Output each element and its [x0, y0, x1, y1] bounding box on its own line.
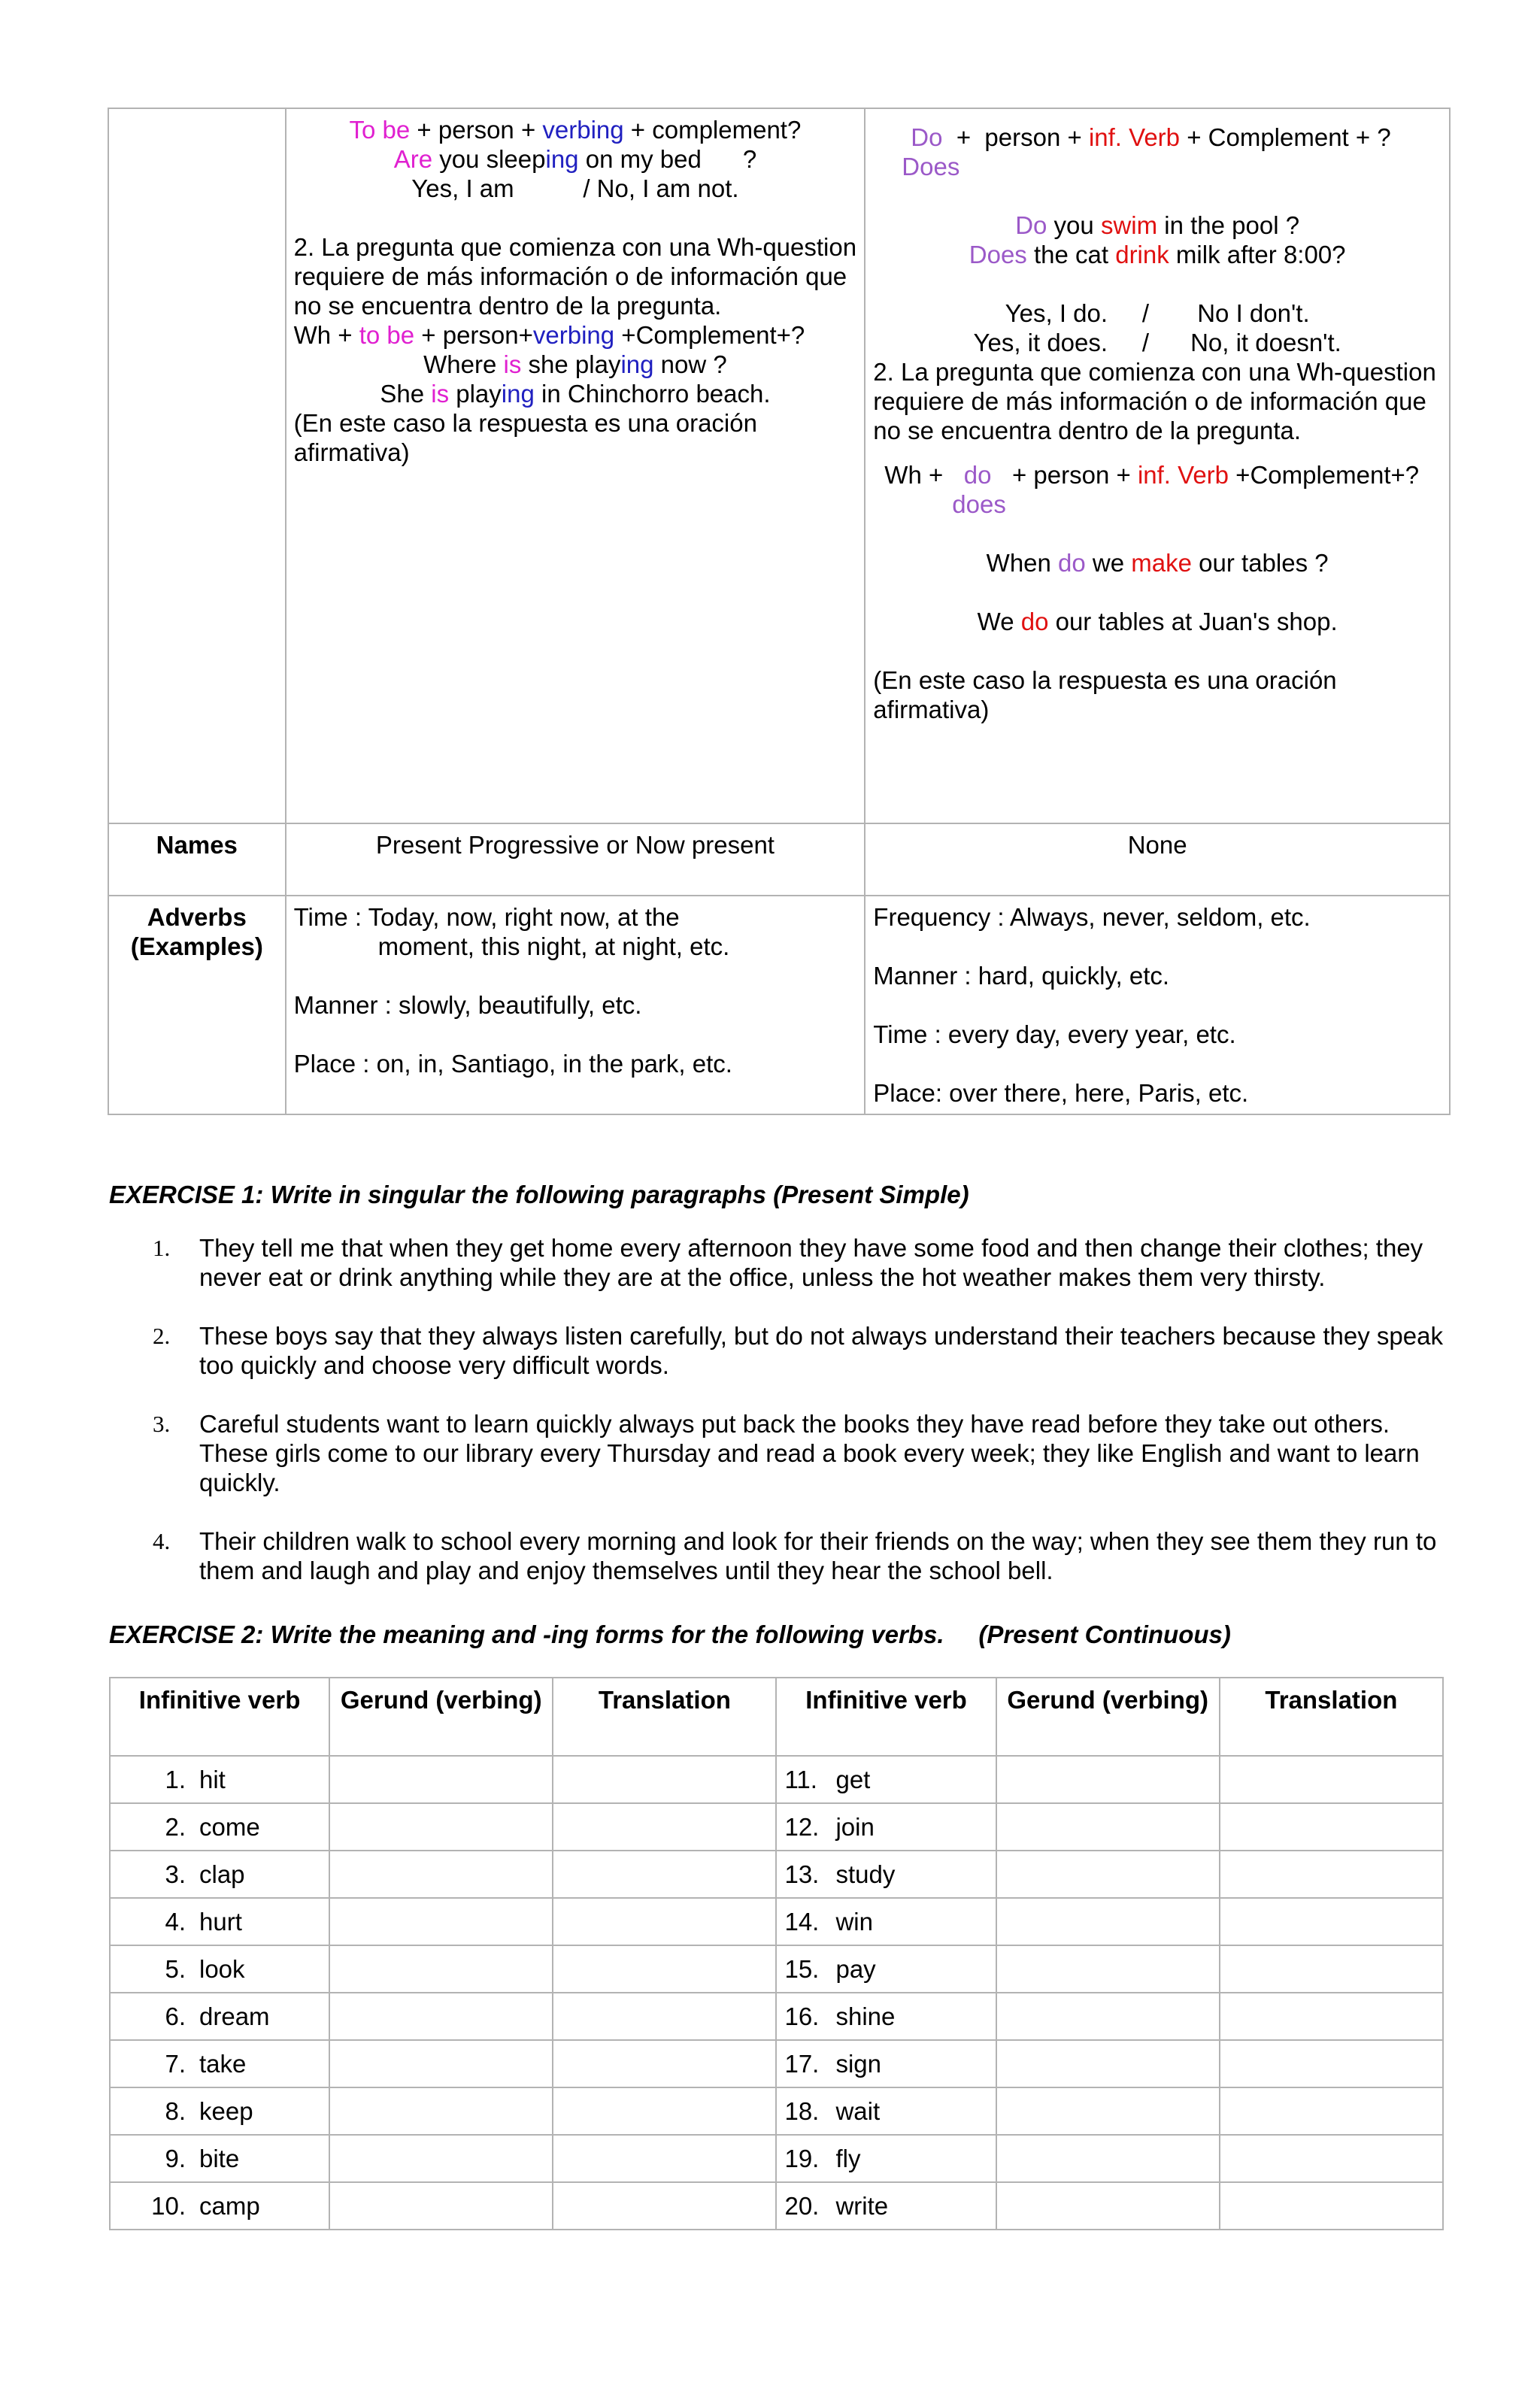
verb-cell [776, 2135, 996, 2182]
verb-row [110, 1945, 1443, 1993]
verb-word: write [835, 2191, 889, 2220]
adverbs-progressive: Time : Today, now, right now, at the moment, this night, at night, etc. Manner : slowly, beautifully, etc. Place : on, in, Santiago, in the park, etc. [286, 896, 865, 1114]
verb-cell [110, 2182, 329, 2230]
exercise1-title: EXERCISE 1: Write in singular the following paragraphs (Present Simple) [109, 1181, 969, 1208]
gerund-answer-cell[interactable] [996, 1756, 1220, 1803]
translation-answer-cell[interactable] [1220, 1945, 1443, 1993]
verb-word: camp [199, 2191, 260, 2220]
verb-number: 10. [151, 2191, 186, 2220]
verb-cell [110, 1945, 329, 1993]
adverbs-progressive-manner: Manner : slowly, beautifully, etc. [293, 991, 642, 1019]
exercise1-item-text: These boys say that they always listen carefully, but do not always understand their teachers because they speak too quickly and choose very difficult words. [199, 1322, 1443, 1379]
verb-number: 5. [165, 1954, 186, 1983]
translation-answer-cell[interactable] [1220, 2182, 1443, 2230]
names-simple: None [865, 823, 1450, 896]
verb-number: 19. [784, 2144, 820, 2172]
exercise1-item-number: 2. [153, 1323, 171, 1349]
verb-number: 1. [165, 1765, 186, 1793]
simple-formula-does: Does [902, 153, 960, 180]
gerund-answer-cell[interactable] [329, 2040, 553, 2087]
verb-row [110, 1993, 1443, 2040]
verb-number: 6. [165, 2002, 186, 2030]
adverbs-simple-manner: Manner : hard, quickly, etc. [873, 962, 1170, 990]
verb-cell [776, 1803, 996, 1851]
gerund-answer-cell[interactable] [996, 2087, 1220, 2135]
verb-row [110, 1851, 1443, 1898]
verb-cell [110, 1803, 329, 1851]
names-label: Names [108, 823, 286, 896]
header-gerund-right: Gerund (verbing) [996, 1678, 1220, 1756]
exercise1-item-text: Their children walk to school every morning and look for their friends on the way; when they see them they run to them and laugh and play and enjoy themselves until they hear the school bell. [199, 1527, 1437, 1584]
exercise1-item [109, 1233, 1448, 1292]
verb-cell [776, 1851, 996, 1898]
header-translation-left: Translation [553, 1678, 776, 1756]
verb-number: 7. [165, 2049, 186, 2078]
gerund-answer-cell[interactable] [329, 2182, 553, 2230]
grammar-table [108, 108, 1451, 1115]
verb-word: shine [835, 2002, 896, 2030]
verb-cell [110, 1993, 329, 2040]
simple-formula: Do + person + inf. Verb + Complement + ? [911, 123, 1391, 151]
gerund-answer-cell[interactable] [996, 2182, 1220, 2230]
verb-cell [776, 1756, 996, 1803]
progressive-wh-question: Where is she playing now ? [423, 350, 727, 378]
translation-answer-cell[interactable] [1220, 2135, 1443, 2182]
verb-cell [110, 2040, 329, 2087]
translation-answer-cell[interactable] [553, 1993, 776, 2040]
simple-wh-question: When do we make our tables ? [986, 549, 1329, 577]
exercise1-item-text: Careful students want to learn quickly always put back the books they have read before they take out others. These girls come to our library every Thursday and read a book every week; they like English and want to learn quickly. [199, 1410, 1420, 1496]
verb-word: sign [835, 2049, 882, 2078]
gerund-answer-cell[interactable] [329, 1993, 553, 2040]
adverbs-progressive-place: Place : on, in, Santiago, in the park, etc. [293, 1050, 732, 1078]
verb-word: look [199, 1954, 245, 1983]
adverbs-progressive-time: Time : Today, now, right now, at the [293, 903, 680, 931]
simple-wh-formula-does: does [952, 490, 1006, 518]
verb-word: dream [199, 2002, 270, 2030]
gerund-answer-cell[interactable] [329, 1898, 553, 1945]
progressive-answer-example: Yes, I am / No, I am not. [411, 174, 739, 202]
verb-row [110, 2040, 1443, 2087]
progressive-note: (En este caso la respuesta es una oración afirmativa) [293, 409, 757, 466]
verb-number: 3. [165, 1860, 186, 1888]
header-infinitive-right: Infinitive verb [776, 1678, 996, 1756]
adverbs-label: Adverbs (Examples) [108, 896, 286, 1114]
exercise1-list [109, 1233, 1448, 1614]
verb-number: 16. [784, 2002, 820, 2030]
progressive-formula: To be + person + verbing + complement? [349, 116, 802, 144]
verb-word: win [835, 1907, 873, 1936]
exercise1-item [109, 1321, 1448, 1380]
verb-number: 9. [165, 2144, 186, 2172]
translation-answer-cell[interactable] [553, 1756, 776, 1803]
exercise1-item-number: 1. [153, 1235, 171, 1261]
progressive-questions-cell [286, 108, 865, 823]
verb-number: 13. [784, 1860, 820, 1888]
verb-word: clap [199, 1860, 245, 1888]
gerund-answer-cell[interactable] [996, 1803, 1220, 1851]
exercise1-item-number: 4. [153, 1528, 171, 1554]
gerund-answer-cell[interactable] [329, 2135, 553, 2182]
questions-row [108, 108, 1450, 823]
verb-cell [776, 1993, 996, 2040]
names-progressive: Present Progressive or Now present [286, 823, 865, 896]
simple-answer-2: Yes, it does. / No, it doesn't. [973, 329, 1341, 356]
translation-answer-cell[interactable] [1220, 1803, 1443, 1851]
gerund-answer-cell[interactable] [329, 1945, 553, 1993]
adverbs-simple-place: Place: over there, here, Paris, etc. [873, 1079, 1249, 1107]
verb-number: 12. [784, 1812, 820, 1841]
verb-word: join [835, 1812, 875, 1841]
translation-answer-cell[interactable] [553, 2135, 776, 2182]
verb-cell [776, 2040, 996, 2087]
adverbs-simple-time: Time : every day, every year, etc. [873, 1020, 1236, 1048]
simple-answer-1: Yes, I do. / No I don't. [1005, 299, 1310, 327]
exercise1-item-text: They tell me that when they get home every afternoon they have some food and then change their clothes; they never eat or drink anything while they are at the office, unless the hot weather makes them very thirsty. [199, 1234, 1423, 1291]
gerund-answer-cell[interactable] [996, 2040, 1220, 2087]
header-translation-right: Translation [1220, 1678, 1443, 1756]
gerund-answer-cell[interactable] [329, 1756, 553, 1803]
simple-questions-cell [865, 108, 1450, 823]
translation-answer-cell[interactable] [1220, 1993, 1443, 2040]
verb-word: pay [835, 1954, 876, 1983]
gerund-answer-cell[interactable] [329, 1803, 553, 1851]
translation-answer-cell[interactable] [553, 2182, 776, 2230]
verb-row [110, 2135, 1443, 2182]
names-row [108, 823, 1450, 896]
verb-number: 15. [784, 1954, 820, 1983]
translation-answer-cell[interactable] [553, 1851, 776, 1898]
progressive-wh-answer: She is playing in Chinchorro beach. [380, 380, 771, 408]
verb-number: 11. [784, 1765, 817, 1793]
exercise2-table [109, 1677, 1444, 2230]
verb-cell [110, 1898, 329, 1945]
translation-answer-cell[interactable] [553, 2040, 776, 2087]
simple-wh-intro: 2. La pregunta que comienza con una Wh-question requiere de más información o de información que no se encuentra dentro de la pregunta. [873, 358, 1436, 444]
verb-word: hit [199, 1765, 226, 1793]
verb-row [110, 2182, 1443, 2230]
translation-answer-cell[interactable] [553, 2087, 776, 2135]
gerund-answer-cell[interactable] [329, 2087, 553, 2135]
verb-word: wait [835, 2096, 881, 2125]
progressive-question-example: Are you sleeping on my bed ? [393, 145, 757, 173]
exercise1-item-number: 3. [153, 1411, 171, 1437]
verb-number: 8. [165, 2096, 186, 2125]
translation-answer-cell[interactable] [1220, 1851, 1443, 1898]
gerund-answer-cell[interactable] [996, 2135, 1220, 2182]
exercise2-title: EXERCISE 2: Write the meaning and -ing forms for the following verbs. (Present Continuous) [109, 1620, 1231, 1648]
verb-cell [110, 2135, 329, 2182]
verb-number: 18. [784, 2096, 820, 2125]
verb-row [110, 1756, 1443, 1803]
adverbs-simple [865, 896, 1450, 1114]
gerund-answer-cell[interactable] [996, 1993, 1220, 2040]
verb-word: study [835, 1860, 896, 1888]
translation-answer-cell[interactable] [1220, 2087, 1443, 2135]
verb-word: come [199, 1812, 260, 1841]
translation-answer-cell[interactable] [553, 1803, 776, 1851]
verb-row [110, 2087, 1443, 2135]
verb-word: get [835, 1765, 871, 1793]
verb-cell [110, 2087, 329, 2135]
translation-answer-cell[interactable] [553, 1898, 776, 1945]
verb-word: keep [199, 2096, 253, 2125]
gerund-answer-cell[interactable] [329, 1851, 553, 1898]
verb-number: 2. [165, 1812, 186, 1841]
verb-number: 20. [784, 2191, 820, 2220]
gerund-answer-cell[interactable] [996, 1945, 1220, 1993]
gerund-answer-cell[interactable] [996, 1851, 1220, 1898]
translation-answer-cell[interactable] [1220, 2040, 1443, 2087]
progressive-wh-formula: Wh + to be + person+verbing +Complement+? [293, 321, 805, 349]
verb-cell [110, 1756, 329, 1803]
simple-wh-formula: Wh + do + person + inf. Verb +Complement+? [884, 461, 1420, 489]
verb-row [110, 1803, 1443, 1851]
verb-cell [110, 1851, 329, 1898]
verb-number: 4. [165, 1907, 186, 1936]
exercise1-item [109, 1409, 1448, 1497]
adverbs-row [108, 896, 1450, 1114]
verb-word: fly [835, 2144, 861, 2172]
verb-cell [776, 1945, 996, 1993]
questions-label-cell [108, 108, 286, 823]
verb-row [110, 1898, 1443, 1945]
progressive-wh-intro: 2. La pregunta que comienza con una Wh-question requiere de más información o de información que no se encuentra dentro de la pregunta. [293, 233, 857, 320]
verb-cell [776, 2182, 996, 2230]
adverbs-simple-frequency: Frequency : Always, never, seldom, etc. [873, 903, 1311, 931]
verb-word: bite [199, 2144, 240, 2172]
simple-question-2: Does the cat drink milk after 8:00? [969, 241, 1346, 268]
verb-cell [776, 2087, 996, 2135]
verb-word: take [199, 2049, 247, 2078]
simple-note: (En este caso la respuesta es una oración afirmativa) [873, 666, 1337, 723]
verb-number: 17. [784, 2049, 820, 2078]
translation-answer-cell[interactable] [1220, 1898, 1443, 1945]
translation-answer-cell[interactable] [1220, 1756, 1443, 1803]
header-gerund-left: Gerund (verbing) [329, 1678, 553, 1756]
translation-answer-cell[interactable] [553, 1945, 776, 1993]
verb-cell [776, 1898, 996, 1945]
exercise2-header-row [110, 1678, 1443, 1756]
header-infinitive-left: Infinitive verb [110, 1678, 329, 1756]
simple-question-1: Do you swim in the pool ? [1015, 211, 1300, 239]
verb-number: 14. [784, 1907, 820, 1936]
simple-wh-answer: We do our tables at Juan's shop. [977, 608, 1338, 635]
verb-word: hurt [199, 1907, 242, 1936]
gerund-answer-cell[interactable] [996, 1898, 1220, 1945]
exercise1-item [109, 1526, 1448, 1585]
